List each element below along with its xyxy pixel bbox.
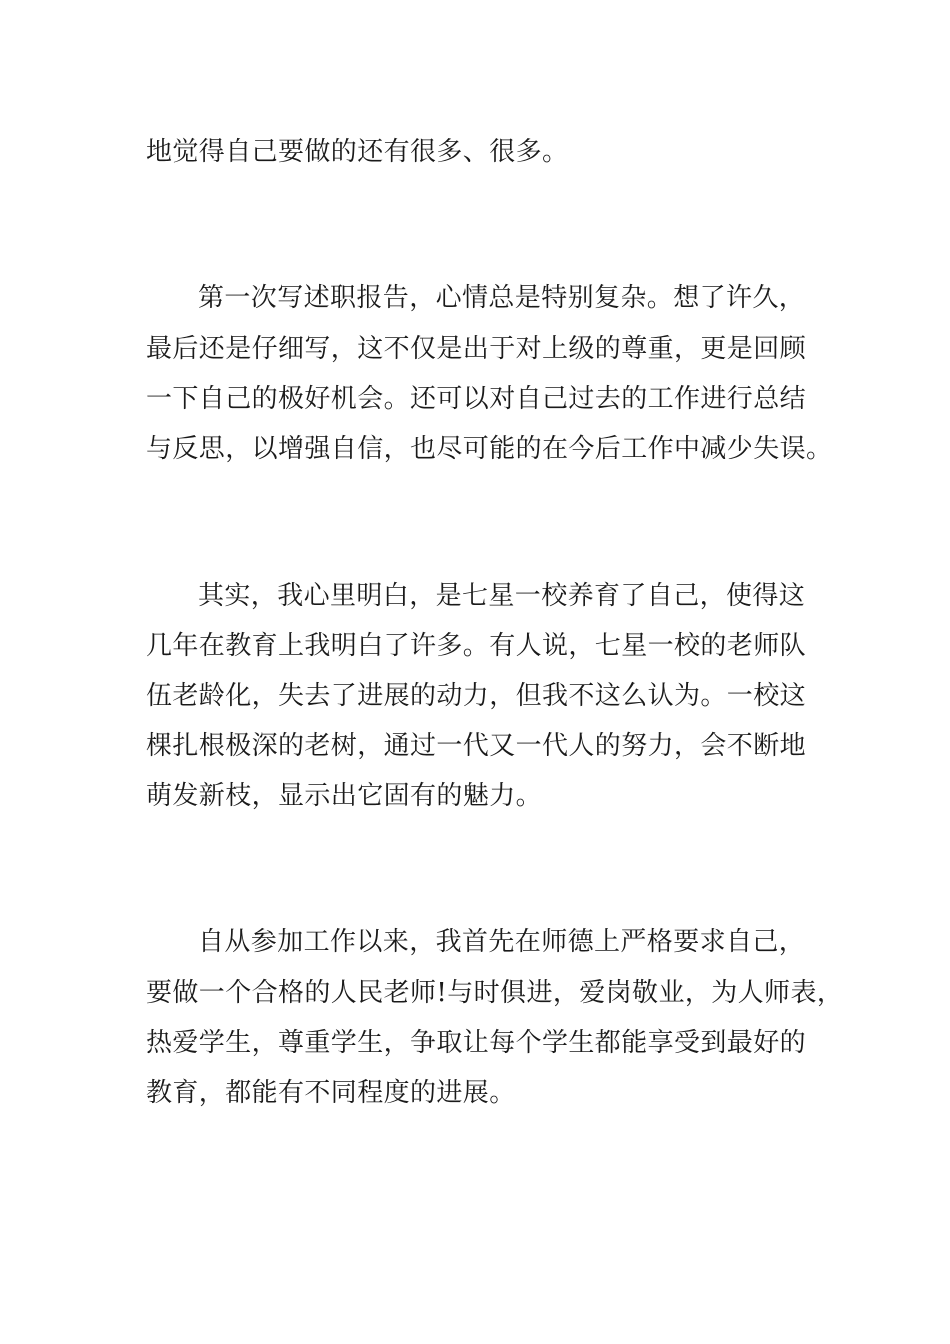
paragraph-4-line-4: 教育，都能有不同程度的进展。 xyxy=(146,1078,516,1108)
paragraph-4-line-3: 热爱学生，尊重学生，争取让每个学生都能享受到最好的 xyxy=(146,1028,807,1058)
paragraph-3-line-3: 伍老龄化，失去了进展的动力，但我不这么认为。一校这 xyxy=(146,681,807,711)
paragraph-3-line-2: 几年在教育上我明白了许多。有人说，七星一校的老师队 xyxy=(146,631,807,661)
paragraph-2-line-3: 一下自己的极好机会。还可以对自己过去的工作进行总结 xyxy=(146,384,807,414)
paragraph-2-line-1: 第一次写述职报告，心情总是特别复杂。想了许久， xyxy=(198,283,806,313)
paragraph-3-line-4: 棵扎根极深的老树，通过一代又一代人的努力，会不断地 xyxy=(146,731,807,761)
paragraph-2-line-4: 与反思，以增强自信，也尽可能的在今后工作中减少失误。 xyxy=(146,434,833,464)
paragraph-2-line-2: 最后还是仔细写，这不仅是出于对上级的尊重，更是回顾 xyxy=(146,334,807,364)
paragraph-3-line-5: 萌发新枝，显示出它固有的魅力。 xyxy=(146,781,543,811)
paragraph-4-line-2: 要做一个合格的人民老师!与时俱进，爱岗敬业，为人师表， xyxy=(146,978,844,1008)
paragraph-1-line-1: 地觉得自己要做的还有很多、很多。 xyxy=(146,137,569,167)
paragraph-3-line-1: 其实，我心里明白，是七星一校养育了自己，使得这 xyxy=(198,581,806,611)
paragraph-4-line-1: 自从参加工作以来，我首先在师德上严格要求自己， xyxy=(198,927,806,957)
